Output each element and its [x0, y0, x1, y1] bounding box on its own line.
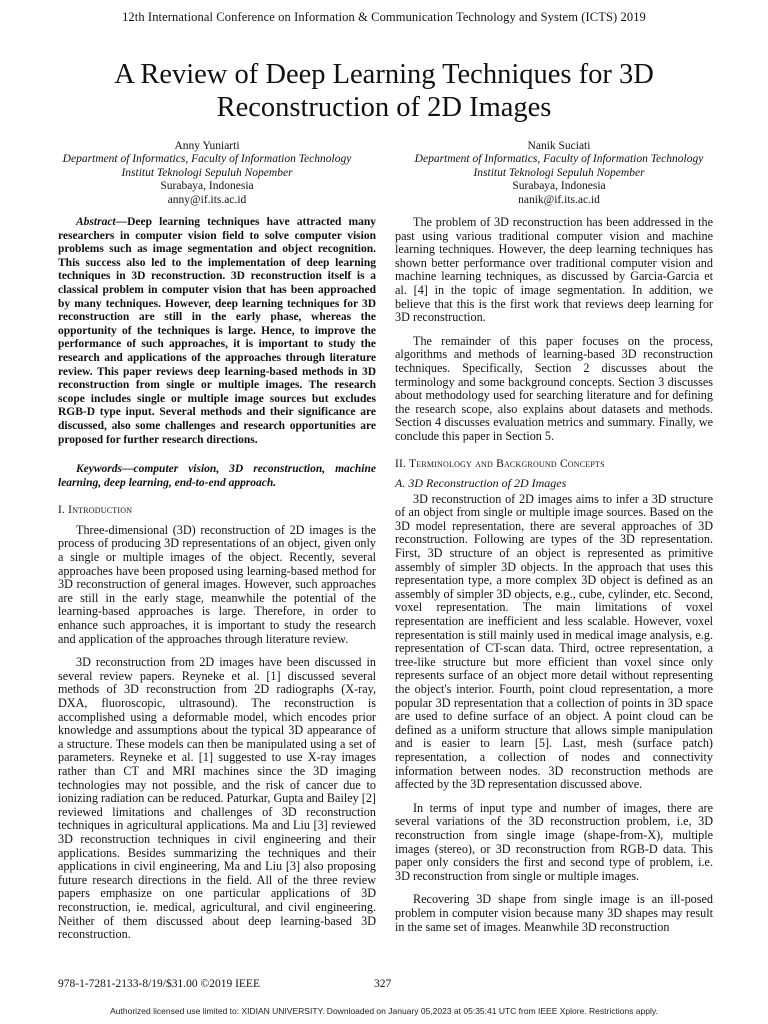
- right-paragraph-2: The remainder of this paper focuses on the process, algorithms and methods of learning-based 3D reconstruction techniques. Specifically, Section 2 discusses about the terminology and some background concepts. Section 3 discusses about methodology used for searching literature and for defining the research scope, also explains about datasets and methods. Section 4 discusses evaluation metrics and summary. Finally, we conclude this paper in Section 5.: [395, 333, 713, 443]
- keywords: [58, 463, 376, 490]
- author-block-1: [47, 140, 367, 207]
- author-location: Surabaya, Indonesia: [512, 180, 606, 193]
- paper-title: [30, 58, 738, 124]
- right-column: [395, 216, 713, 934]
- author-name: Nanik Suciati: [527, 140, 591, 152]
- author-institution: Institut Teknologi Sepuluh Nopember: [473, 166, 645, 179]
- abstract-text: —Deep learning techniques have attracted many researchers in computer vision field to solve computer vision problems such as image segmentation and object recognition. This success also led to the implementation of deep learning techniques in 3D reconstruction. 3D reconstruction itself is a classical problem in computer vision that has been approached by many techniques. However, deep learning techniques for 3D reconstruction are still in the early phase, whereas the opportunity of the techniques is large. Hence, to improve the performance of such approaches, it is important to study the research and applications of the approaches through literature review. This paper reviews deep learning-based methods in 3D reconstruction from single or multiple images. The research scope includes single or multiple image sources but excludes RGB-D type input. Several methods and their significance are discussed, also some challenges and research opportunities are proposed for further research directions.: [58, 216, 376, 446]
- paper-title-line-2: Reconstruction of 2D Images: [216, 92, 552, 123]
- author-institution: Institut Teknologi Sepuluh Nopember: [121, 166, 293, 179]
- author-email: nanik@if.its.ac.id: [518, 193, 600, 206]
- left-column: [58, 216, 376, 942]
- abstract-lead: Abstract: [76, 216, 116, 228]
- intro-paragraph-1: Three-dimensional (3D) reconstruction of 2D images is the process of producing 3D representations of an object, given only a single or multiple images of the object. Recently, several approaches have been proposed using learning-based method for 3D reconstruction of general images. However, such approaches are still in the early stage, meanwhile the potential of the learning-based approaches is large. Therefore, in order to enhance such approaches, it is important to study the research and application of the approaches through literature review.: [58, 522, 376, 646]
- conference-header: 12th International Conference on Information & Communication Technology and System (ICTS) 2019: [122, 10, 646, 24]
- section-heading-introduction: I. Introduction: [58, 504, 133, 517]
- footer-isbn: 978-1-7281-2133-8/19/$31.00 ©2019 IEEE: [58, 978, 260, 990]
- license-notice: Authorized licensed use limited to: XIDIAN UNIVERSITY. Downloaded on January 05,2023 at 05:35:41 UTC from IEEE Xplore. Restrictions apply.: [110, 1006, 658, 1016]
- terminology-paragraph-1: 3D reconstruction of 2D images aims to infer a 3D structure of an object from single or multiple image sources. Based on the 3D model representation, there are several approaches of 3D reconstruction. Following are types of the 3D representation. First, 3D structure of an object is represented as primitive assembly of simpler 3D objects. In the approach that uses this representation type, a more complex 3D object is defined as an assembly of simpler 3D objects, e.g., cube, cylinder, etc. Second, voxel representation. The main limitations of voxel representation are inefficient and less scalable. However, voxel representation is still mainly used in medical image analysis, e.g. representation of CT-scan data. Third, octree representation, a tree-like structure but more efficient than voxel since only represents surface of an object more detail without representing the object's interior. Fourth, point cloud representation, a more popular 3D representation that a collection of points in 3D space are used to define surface of an object. A point cloud can be defined as a uniform structure that allows simple manipulation and is easier to learn [5]. Last, mesh (surface patch) representation, a collection of nodes and connectivity information between nodes. 3D reconstruction methods are affected by the 3D representation discussed above.: [395, 491, 713, 792]
- author-block-2: [399, 140, 719, 207]
- intro-paragraph-2: 3D reconstruction from 2D images have been discussed in several review papers. Reyneke et al. [1] discussed several methods of 3D reconstruction from 2D radiographs (X-ray, DXA, fluoroscopic, ultrasound). The reconstruction is accomplished using a deformable model, which encodes prior knowledge and assumptions about the typical 3D appearance of a structure. These models can then be manipulated using a set of parameters. Reyneke et al. [1] suggested to use X-ray images rather than CT and MRI machines since the 3D imaging technologies may not possible, and the risk of cancer due to ionizing radiation can be reduced. Paturkar, Gupta and Bailey [2] reviewed limitations and challenges of 3D reconstruction techniques in agricultural applications. Ma and Liu [3] reviewed 3D reconstruction techniques in civil engineering and their applications. Besides summarizing the techniques and their applications in civil engineering, Ma and Liu [3] also proposing future research directions in the field. All of the three review papers emphasize on one particular applications of 3D reconstruction, ie. medical, agricultural, and civil engineering. Neither of them discussed about deep learning-based 3D reconstruction.: [58, 655, 376, 942]
- author-location: Surabaya, Indonesia: [160, 180, 254, 193]
- abstract: [58, 216, 376, 447]
- section-heading-terminology: II. Terminology and Background Concepts: [395, 457, 605, 470]
- terminology-paragraph-2: In terms of input type and number of images, there are several variations of the 3D reconstruction problem, i.e, 3D reconstruction from single image (shape-from-X), multiple images (stereo), or 3D reconstruction from RGB-D data. This paper only considers the first and second type of problem, i.e. 3D reconstruction from single or multiple images.: [395, 800, 713, 883]
- page-number: 327: [374, 978, 392, 990]
- right-paragraph-1: The problem of 3D reconstruction has been addressed in the past using various traditional computer vision and machine learning techniques. However, the deep learning techniques has shown better performance over traditional computer vision and machine learning techniques, as discussed by Garcia-Garcia et al. [4] in the topic of image segmentation. In addition, we believe that this is the first work that reviews deep learning for 3D reconstruction.: [395, 215, 713, 325]
- author-email: anny@if.its.ac.id: [167, 193, 247, 206]
- terminology-paragraph-3: Recovering 3D shape from single image is an ill-posed problem in computer vision because many 3D shapes may result in the same set of images. Meanwhile 3D reconstruction: [395, 892, 713, 934]
- paper-title-line-1: A Review of Deep Learning Techniques for 3D: [114, 59, 654, 90]
- author-name: Anny Yuniarti: [174, 140, 240, 152]
- subsection-heading-3d-reconstruction: A. 3D Reconstruction of 2D Images: [395, 476, 567, 491]
- keywords-lead: Keywords: [76, 463, 122, 476]
- author-department: Department of Informatics, Faculty of Information Technology: [414, 153, 704, 166]
- keywords-text: —computer vision, 3D reconstruction, machine learning, deep learning, end-to-end approach.: [58, 463, 376, 489]
- author-department: Department of Informatics, Faculty of Information Technology: [62, 153, 352, 166]
